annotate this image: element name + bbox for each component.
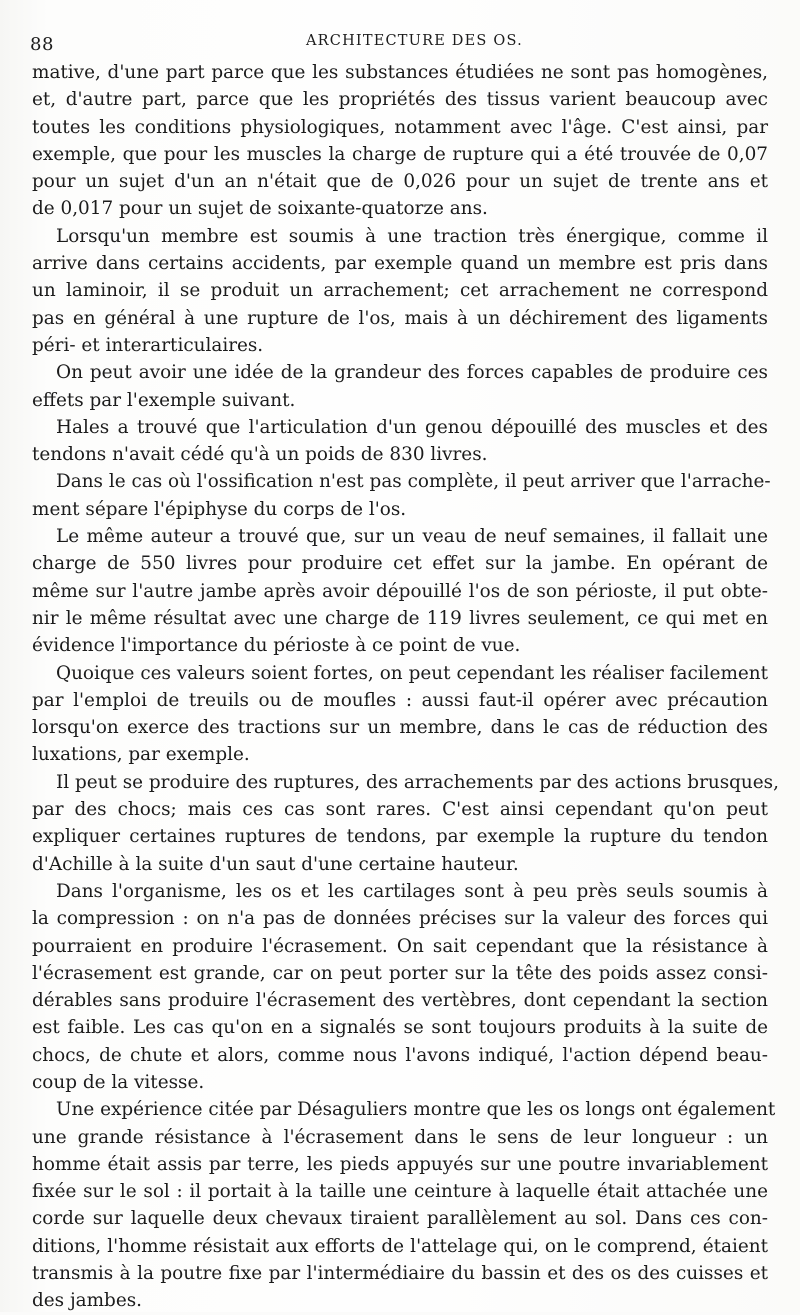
text-line: pourraient en produire l'écrasement. On sait cependant que la résistance à (32, 935, 768, 957)
paragraph (32, 414, 768, 469)
paragraph (32, 660, 768, 769)
page-header (28, 30, 768, 56)
text-line: Lorsqu'un membre est soumis à une traction très énergique, comme il (56, 225, 768, 247)
paragraph (32, 523, 768, 659)
text-line: exemple, que pour les muscles la charge de rupture qui a été trouvée de 0,07 (32, 143, 768, 165)
text-line: arrive dans certains accidents, par exemple quand un membre est pris dans (32, 253, 768, 275)
paragraph (32, 468, 771, 523)
text-line: tendons n'avait cédé qu'à un poids de 830 livres. (32, 444, 488, 466)
text-line: coup de la vitesse. (32, 1071, 205, 1093)
text-line: pour un sujet d'un an n'était que de 0,026 pour un sujet de trente ans et (32, 171, 768, 193)
text-line: par des chocs; mais ces cas sont rares. C'est ainsi cependant qu'on peut (32, 799, 768, 821)
text-line: ditions, l'homme résistait aux efforts de l'attelage qui, on le comprend, étaient (32, 1235, 768, 1257)
text-line: péri- et interarticulaires. (32, 334, 264, 356)
text-line: une grande résistance à l'écrasement dans le sens de leur longueur : un (32, 1126, 768, 1148)
text-line: des jambes. (32, 1290, 142, 1312)
text-line: ment sépare l'épiphyse du corps de l'os. (32, 498, 407, 520)
text-line: nir le même résultat avec une charge de 119 livres seulement, ce qui met en (32, 607, 768, 629)
text-line: Le même auteur a trouvé que, sur un veau de neuf semaines, il fallait une (56, 526, 768, 548)
running-title: ARCHITECTURE DES OS. (306, 33, 523, 49)
text-line: effets par l'exemple suivant. (32, 389, 296, 411)
text-line: un laminoir, il se produit un arrachement; cet arrachement ne correspond (32, 280, 768, 302)
text-line: la compression : on n'a pas de données précises sur la valeur des forces qui (32, 908, 768, 930)
paragraph (32, 769, 779, 878)
text-line: dérables sans produire l'écrasement des vertèbres, dont cependant la section (32, 990, 768, 1012)
text-line: pas en général à une rupture de l'os, mais à un déchirement des ligaments (32, 307, 768, 329)
text-line: mative, d'une part parce que les substances étudiées ne sont pas homogènes, (32, 62, 768, 83)
text-line: homme était assis par terre, les pieds appuyés sur une poutre invariablement (32, 1153, 768, 1175)
text-line: par l'emploi de treuils ou de moufles : aussi faut-il opérer avec précaution (32, 689, 768, 711)
paragraph (32, 59, 768, 223)
text-line: Quoique ces valeurs soient fortes, on peut cependant les réaliser facilement (56, 662, 768, 684)
text-line: d'Achille à la suite d'un saut d'une certaine hauteur. (32, 853, 519, 875)
text-line: luxations, par exemple. (32, 744, 250, 766)
paragraph (32, 1096, 776, 1314)
text-line: Il peut se produire des ruptures, des arrachements par des actions brusques, (56, 771, 779, 793)
paragraph (32, 359, 768, 414)
text-line: évidence l'importance du périoste à ce point de vue. (32, 635, 521, 657)
text-line: l'écrasement est grande, car on peut porter sur la tête des poids assez consi- (32, 962, 768, 984)
body-text (32, 59, 779, 1315)
text-line: fixée sur le sol : il portait à la taille une ceinture à laquelle était attachée une (32, 1181, 768, 1203)
text-line: On peut avoir une idée de la grandeur des forces capables de produire ces (56, 362, 768, 384)
paragraph (32, 223, 768, 359)
text-line: chocs, de chute et alors, comme nous l'avons indiqué, l'action dépend beau- (32, 1044, 768, 1066)
text-line: Une expérience citée par Désaguliers montre que les os longs ont également (56, 1099, 776, 1121)
text-line: charge de 550 livres pour produire cet effet sur la jambe. En opérant de (32, 553, 768, 575)
text-line: de 0,017 pour un sujet de soixante-quatorze ans. (32, 198, 488, 220)
text-line: Hales a trouvé que l'articulation d'un genou dépouillé des muscles et des (56, 416, 768, 438)
text-line: lorsqu'on exerce des tractions sur un membre, dans le cas de réduction des (32, 717, 768, 739)
text-line: et, d'autre part, parce que les propriétés des tissus varient beaucoup avec (32, 89, 768, 111)
text-line: est faible. Les cas qu'on en a signalés se sont toujours produits à la suite de (32, 1017, 768, 1039)
text-line: transmis à la poutre fixe par l'intermédiaire du bassin et des os des cuisses et (32, 1263, 768, 1285)
text-line: corde sur laquelle deux chevaux tiraient parallèlement au sol. Dans ces con- (32, 1208, 768, 1230)
text-line: Dans l'organisme, les os et les cartilages sont à peu près seuls soumis à (56, 880, 768, 902)
page-number: 88 (30, 34, 54, 55)
text-line: même sur l'autre jambe après avoir dépouillé l'os de son périoste, il put obte- (32, 580, 768, 602)
text-line: toutes les conditions physiologiques, notamment avec l'âge. C'est ainsi, par (32, 116, 768, 138)
paragraph (32, 878, 768, 1096)
text-line: Dans le cas où l'ossification n'est pas complète, il peut arriver que l'arrache- (56, 471, 771, 493)
text-line: expliquer certaines ruptures de tendons, par exemple la rupture du tendon (32, 826, 768, 848)
